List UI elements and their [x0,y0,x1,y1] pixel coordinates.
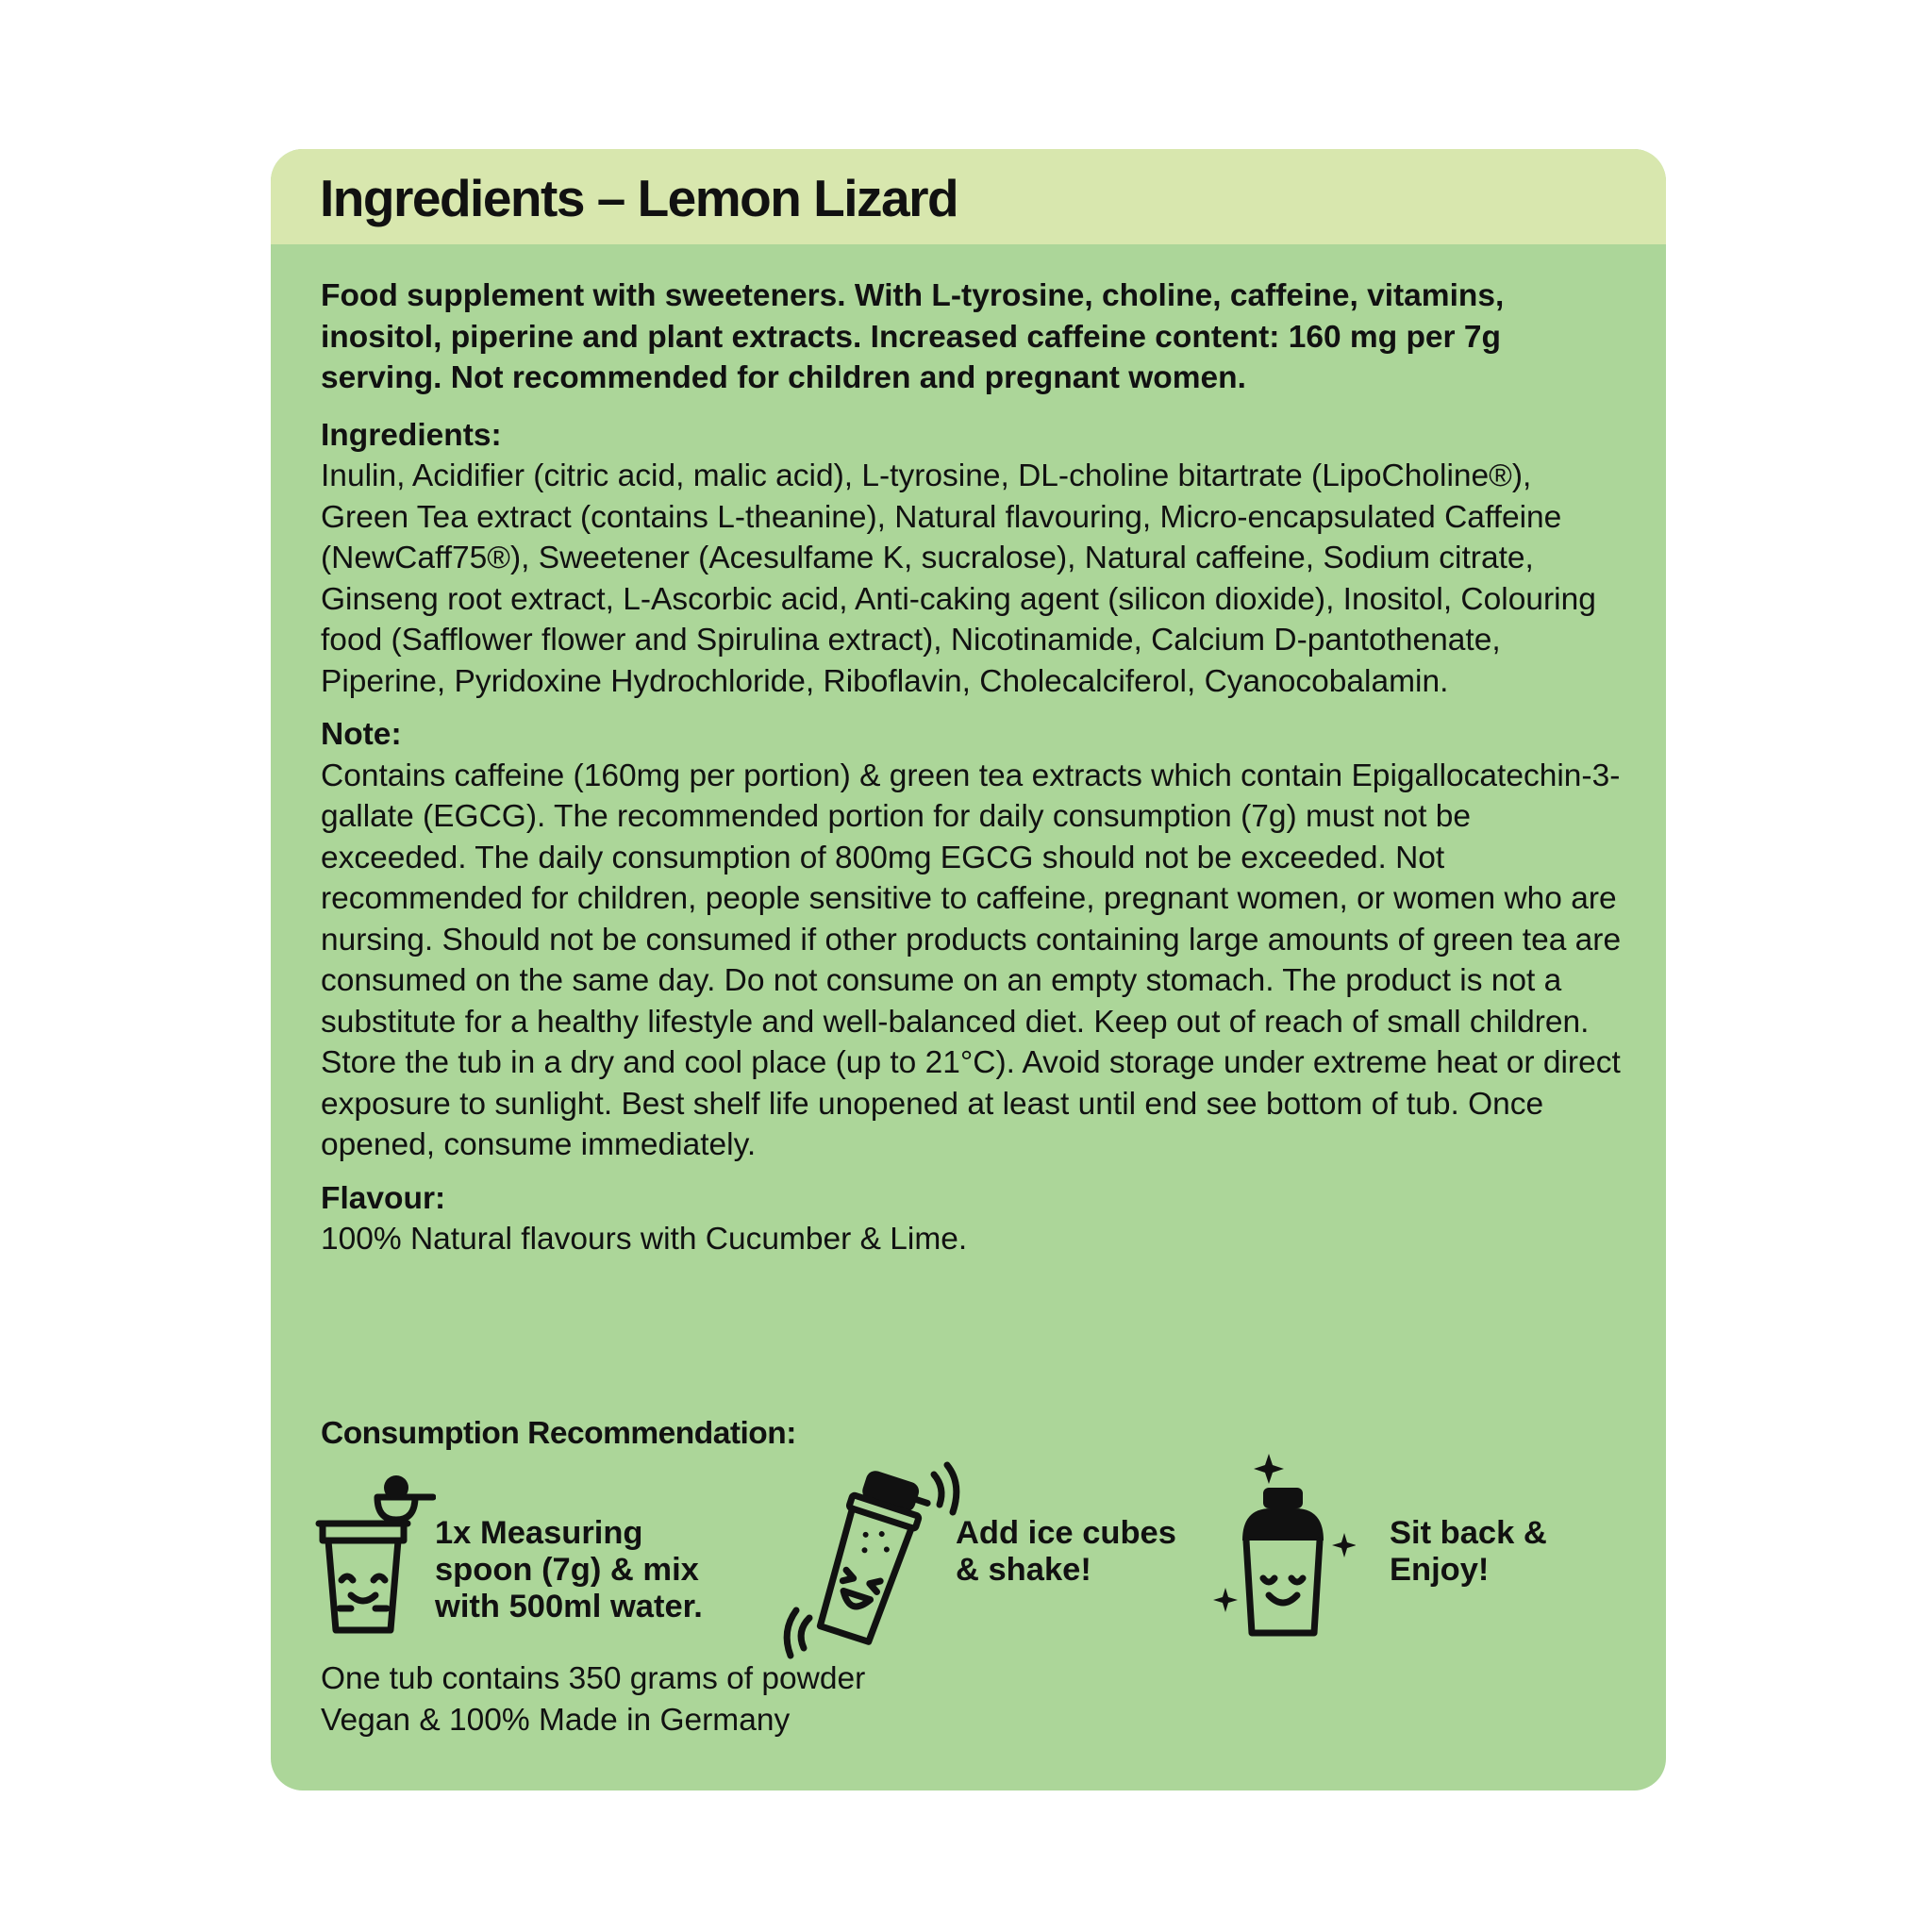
intro-text: Food supplement with sweeteners. With L-tyrosine, choline, caffeine, vitamins, inositol, piperine and plant extracts. Increased caffeine content: 160 mg per 7g serving. Not recommended for children and pregnant women. [321,278,1505,395]
flavour-text: 100% Natural flavours with Cucumber & Lime. [321,1222,968,1257]
flavour-heading: Flavour: [321,1180,446,1216]
step-2-text: Add ice cubes & shake! [956,1515,1176,1588]
scoop-cup-icon [313,1465,436,1635]
card-content [321,275,1623,1273]
happy-shaker-icon [1205,1446,1356,1640]
consumption-heading: Consumption Recommendation: [321,1416,796,1451]
vegan-made-in-germany-text: Vegan & 100% Made in Germany [321,1702,791,1738]
product-footer [321,1658,865,1740]
step-1-text: 1x Measuring spoon (7g) & mix with 500ml water. [435,1515,703,1624]
note-heading: Note: [321,717,402,752]
ingredients-card [271,149,1666,1790]
tub-contents-text: One tub contains 350 grams of powder [321,1661,866,1696]
ingredients-heading: Ingredients: [321,417,502,453]
page-title: Ingredients – Lemon Lizard [320,169,958,227]
note-text: Contains caffeine (160mg per portion) & green tea extracts which contain Epigallocatechin-3-gallate (EGCG). The recommended portion for daily consumption (7g) must not be exceeded. The daily consumption of 800mg EGCG should not be exceeded. Not recommended for children, people sensitive to caffeine, pregnant women, or women who are nursing. Should not be consumed if other products containing large amounts of green tea are consumed on the same day. Do not consume on an empty stomach. The product is not a substitute for a healthy lifestyle and well-balanced diet. Keep out of reach of small children. Store the tub in a dry and cool place (up to 21°C). Avoid storage under extreme heat or direct exposure to sunlight. Best shelf life unopened at least until end see bottom of tub. Once opened, consume immediately. [321,758,1622,1162]
card-header [271,149,1666,244]
ingredients-text: Inulin, Acidifier (citric acid, malic acid), L-tyrosine, DL-choline bitartrate (LipoCholine®), Green Tea extract (contains L-theanine), Natural flavouring, Micro-encapsulated Caffeine (NewCaff75®), Sweetener (Acesulfame K, sucralose), Natural caffeine, Sodium citrate, Ginseng root extract, L-Ascorbic acid, Anti-caking agent (silicon dioxide), Inositol, Colouring food (Safflower flower and Spirulina extract), Nicotinamide, Calcium D-pantothenate, Piperine, Pyridoxine Hydrochloride, Riboflavin, Cholecalciferol, Cyanocobalamin. [321,458,1596,699]
step-3-text: Sit back & Enjoy! [1390,1515,1547,1588]
shaker-icon [775,1456,974,1663]
